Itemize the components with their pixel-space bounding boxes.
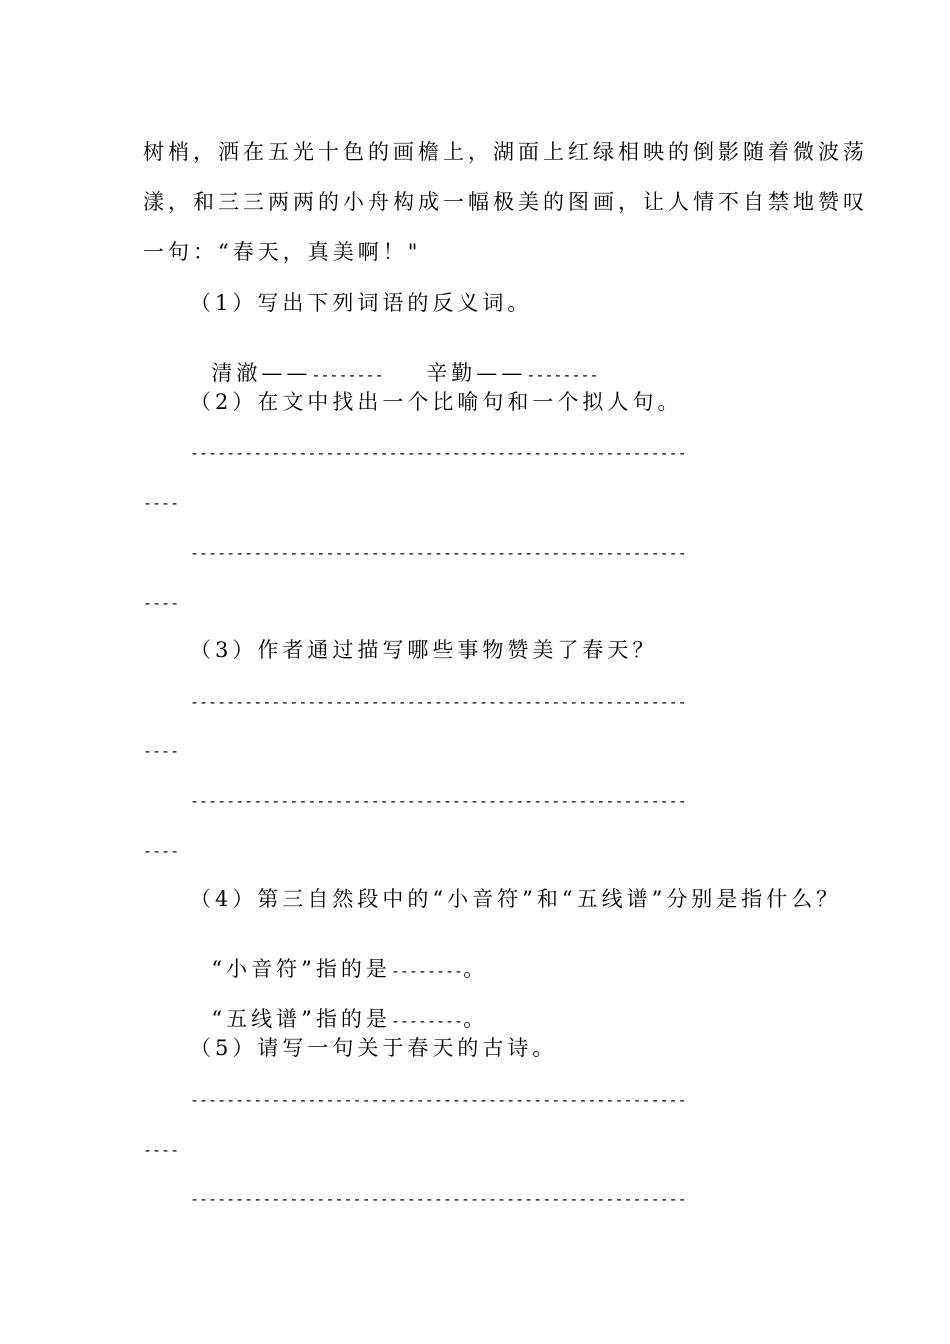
question-2-prompt: （2）在文中找出一个比喻句和一个拟人句。 bbox=[190, 390, 683, 414]
antonym-blank-1[interactable]: -------- bbox=[311, 366, 384, 384]
antonym-blank-2[interactable]: -------- bbox=[526, 366, 599, 384]
question-5-prompt: （5）请写一句关于春天的古诗。 bbox=[190, 1036, 558, 1060]
period: 。 bbox=[463, 957, 489, 981]
period: 。 bbox=[463, 1007, 489, 1031]
fill-in-label-1: “小音符”指的是 bbox=[211, 957, 391, 981]
answer-line[interactable]: ------------------------------------------------------- bbox=[190, 544, 687, 562]
passage-line-1: 树梢，洒在五光十色的画檐上，湖面上红绿相映的倒影随着微波荡 bbox=[143, 140, 868, 164]
fill-in-blank-1[interactable]: -------- bbox=[390, 962, 464, 980]
fill-in-blank-2[interactable]: -------- bbox=[390, 1012, 464, 1030]
answer-line[interactable]: ------------------------------------------------------- bbox=[190, 693, 687, 711]
passage-line-2: 漾，和三三两两的小舟构成一幅极美的图画，让人情不自禁地赞叹 bbox=[143, 190, 868, 214]
question-3-prompt: （3）作者通过描写哪些事物赞美了春天？ bbox=[190, 638, 658, 662]
spacer bbox=[384, 361, 427, 385]
answer-line-tail[interactable]: ---- bbox=[143, 742, 180, 760]
answer-line-tail[interactable]: ---- bbox=[143, 1141, 180, 1159]
antonym-word-1: 清澈—— bbox=[211, 361, 312, 385]
answer-line[interactable]: ------------------------------------------------------- bbox=[190, 1190, 687, 1208]
answer-line-tail[interactable]: ---- bbox=[143, 494, 180, 512]
answer-line-tail[interactable]: ---- bbox=[143, 842, 180, 860]
answer-line-tail[interactable]: ---- bbox=[143, 594, 180, 612]
antonym-row bbox=[190, 342, 599, 384]
answer-line[interactable]: ------------------------------------------------------- bbox=[190, 1091, 687, 1109]
question-1-prompt: （1）写出下列词语的反义词。 bbox=[190, 291, 533, 315]
question-4-prompt: （4）第三自然段中的“小音符”和“五线谱”分别是指什么？ bbox=[190, 887, 842, 911]
fill-in-row-2 bbox=[190, 988, 488, 1030]
passage-line-3: 一句：“春天，真美啊！" bbox=[143, 240, 422, 264]
fill-in-label-2: “五线谱”指的是 bbox=[211, 1007, 391, 1031]
answer-line[interactable]: ------------------------------------------------------- bbox=[190, 792, 687, 810]
answer-line[interactable]: ------------------------------------------------------- bbox=[190, 444, 687, 462]
fill-in-row-1 bbox=[190, 938, 488, 980]
antonym-word-2: 辛勤—— bbox=[426, 361, 527, 385]
